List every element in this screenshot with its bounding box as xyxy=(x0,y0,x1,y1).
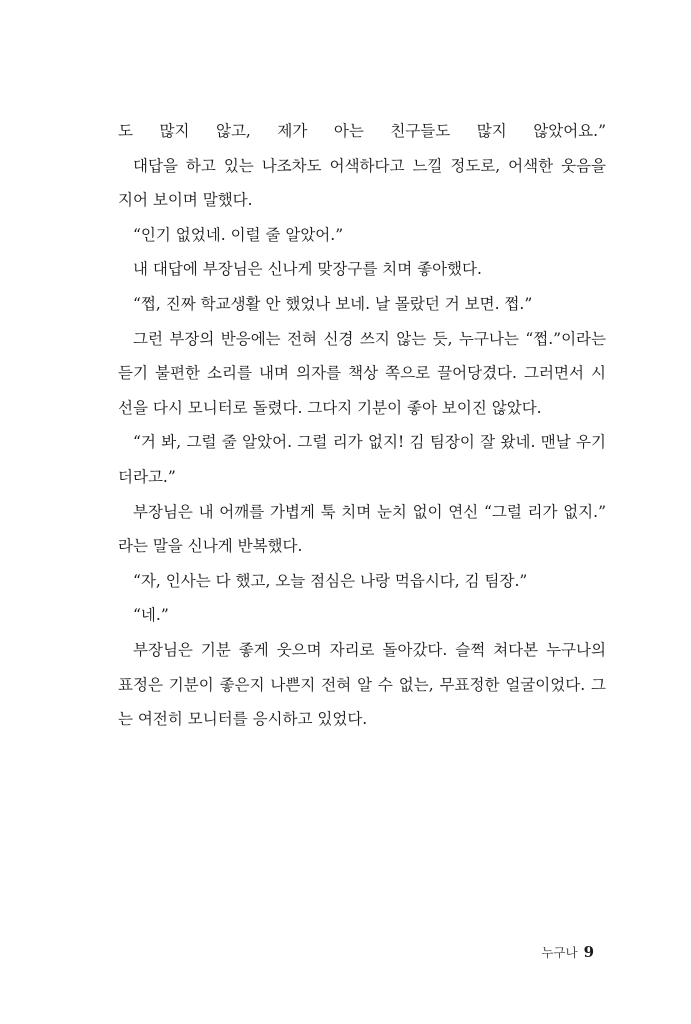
page-number: 9 xyxy=(583,943,594,961)
running-title: 누구나 xyxy=(541,945,578,960)
text-line: 더라고.” xyxy=(118,467,176,486)
body-text xyxy=(118,114,606,737)
text-line: “인기 없었네. 이럴 줄 알았어.” xyxy=(133,225,344,244)
text-line: 지어 보이며 말했다. xyxy=(118,191,253,210)
text-line: 라는 말을 신나게 반복했다. xyxy=(118,537,303,556)
text-line: 대답을 하고 있는 나조차도 어색하다고 느낄 정도로, 어색한 웃음을 xyxy=(133,156,606,175)
text-line: 도 많지 않고, 제가 아는 친구들도 많지 않았어요.” xyxy=(118,122,606,140)
text-line: 표정은 기분이 좋은지 나쁜지 전혀 알 수 없는, 무표정한 얼굴이었다. 그 xyxy=(118,675,606,694)
text-line: “자, 인사는 다 했고, 오늘 점심은 나랑 먹읍시다, 김 팀장.” xyxy=(133,571,528,590)
text-line: “네.” xyxy=(133,606,169,625)
text-line: “쩝, 진짜 학교생활 안 했었나 보네. 날 몰랐던 거 보면. 쩝.” xyxy=(133,294,533,313)
text-line: 부장님은 기분 좋게 웃으며 자리로 돌아갔다. 슬쩍 쳐다본 누구나의 xyxy=(133,640,606,659)
text-line: 는 여전히 모니터를 응시하고 있었다. xyxy=(118,710,368,729)
text-line: 선을 다시 모니터로 돌렸다. 그다지 기분이 좋아 보이진 않았다. xyxy=(118,398,542,417)
page-footer xyxy=(541,943,594,961)
text-line: 그런 부장의 반응에는 전혀 신경 쓰지 않는 듯, 누구나는 “쩝.”이라는 xyxy=(133,329,606,348)
text-line: 부장님은 내 어깨를 가볍게 툭 치며 눈치 없이 연신 “그럴 리가 없지.” xyxy=(133,502,606,521)
text-line: “거 봐, 그럴 줄 알았어. 그럴 리가 없지! 김 팀장이 잘 왔네. 맨날 우기 xyxy=(133,433,606,452)
text-line: 내 대답에 부장님은 신나게 맞장구를 치며 좋아했다. xyxy=(133,260,482,279)
text-line: 듣기 불편한 소리를 내며 의자를 책상 쪽으로 끌어당겼다. 그러면서 시 xyxy=(118,364,606,383)
